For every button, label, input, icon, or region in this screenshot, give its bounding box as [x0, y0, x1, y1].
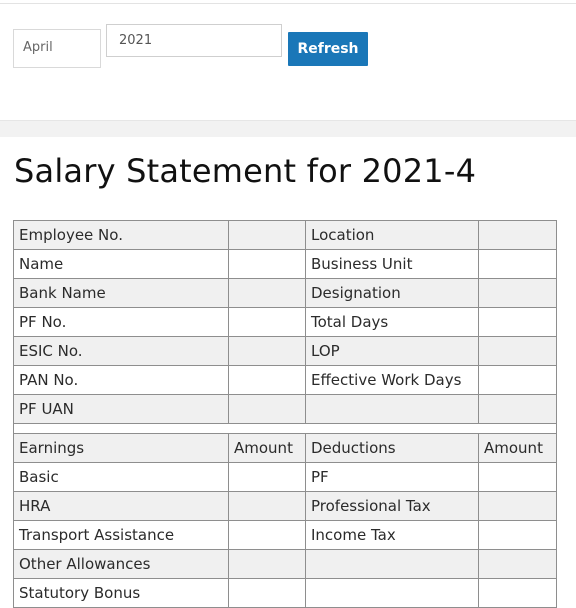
table-cell: Professional Tax [306, 492, 479, 521]
table-cell [306, 579, 479, 608]
table-cell: PF [306, 463, 479, 492]
table-cell: PF No. [14, 308, 229, 337]
table-spacer-row [14, 424, 557, 434]
table-cell [306, 395, 479, 424]
salary-statement-table [13, 220, 557, 608]
table-row [14, 550, 557, 579]
table-cell [229, 492, 306, 521]
month-select[interactable]: April [13, 29, 101, 68]
table-cell: Name [14, 250, 229, 279]
table-cell [229, 337, 306, 366]
table-cell [479, 492, 557, 521]
table-cell [229, 395, 306, 424]
table-cell [479, 579, 557, 608]
table-row [14, 279, 557, 308]
table-cell [229, 463, 306, 492]
table-cell [479, 279, 557, 308]
table-header-row [14, 434, 557, 463]
deductions-header: Deductions [306, 434, 479, 463]
table-row [14, 579, 557, 608]
table-cell: LOP [306, 337, 479, 366]
table-cell [306, 550, 479, 579]
table-cell [229, 250, 306, 279]
table-cell [229, 521, 306, 550]
table-cell [229, 366, 306, 395]
table-cell [229, 279, 306, 308]
table-cell: HRA [14, 492, 229, 521]
table-cell: Designation [306, 279, 479, 308]
section-divider-band [0, 120, 576, 137]
table-row [14, 250, 557, 279]
table-cell [229, 550, 306, 579]
table-cell: Location [306, 221, 479, 250]
refresh-button[interactable]: Refresh [288, 32, 368, 66]
table-cell [479, 337, 557, 366]
table-cell: ESIC No. [14, 337, 229, 366]
year-input[interactable]: 2021 [106, 24, 282, 57]
table-cell: Total Days [306, 308, 479, 337]
table-cell: Bank Name [14, 279, 229, 308]
table-row [14, 395, 557, 424]
table-cell: PF UAN [14, 395, 229, 424]
table-row [14, 221, 557, 250]
earnings-header: Earnings [14, 434, 229, 463]
table-cell: Other Allowances [14, 550, 229, 579]
table-cell [479, 395, 557, 424]
deductions-amount-header: Amount [479, 434, 557, 463]
table-cell: Employee No. [14, 221, 229, 250]
table-spacer-cell [14, 424, 557, 434]
table-row [14, 366, 557, 395]
table-cell [479, 308, 557, 337]
table-cell: Income Tax [306, 521, 479, 550]
table-cell [479, 521, 557, 550]
page-title: Salary Statement for 2021-4 [14, 152, 477, 190]
top-divider [0, 3, 576, 4]
table-cell: Effective Work Days [306, 366, 479, 395]
table-cell [229, 221, 306, 250]
table-row [14, 337, 557, 366]
table-row [14, 463, 557, 492]
table-row [14, 521, 557, 550]
table-row [14, 492, 557, 521]
table-cell [479, 221, 557, 250]
table-cell [229, 308, 306, 337]
table-cell [229, 579, 306, 608]
table-cell: Statutory Bonus [14, 579, 229, 608]
table-cell: Transport Assistance [14, 521, 229, 550]
earnings-amount-header: Amount [229, 434, 306, 463]
table-cell [479, 550, 557, 579]
table-cell: Business Unit [306, 250, 479, 279]
table-cell [479, 463, 557, 492]
table-cell [479, 250, 557, 279]
table-cell: Basic [14, 463, 229, 492]
table-cell [479, 366, 557, 395]
table-row [14, 308, 557, 337]
table-cell: PAN No. [14, 366, 229, 395]
